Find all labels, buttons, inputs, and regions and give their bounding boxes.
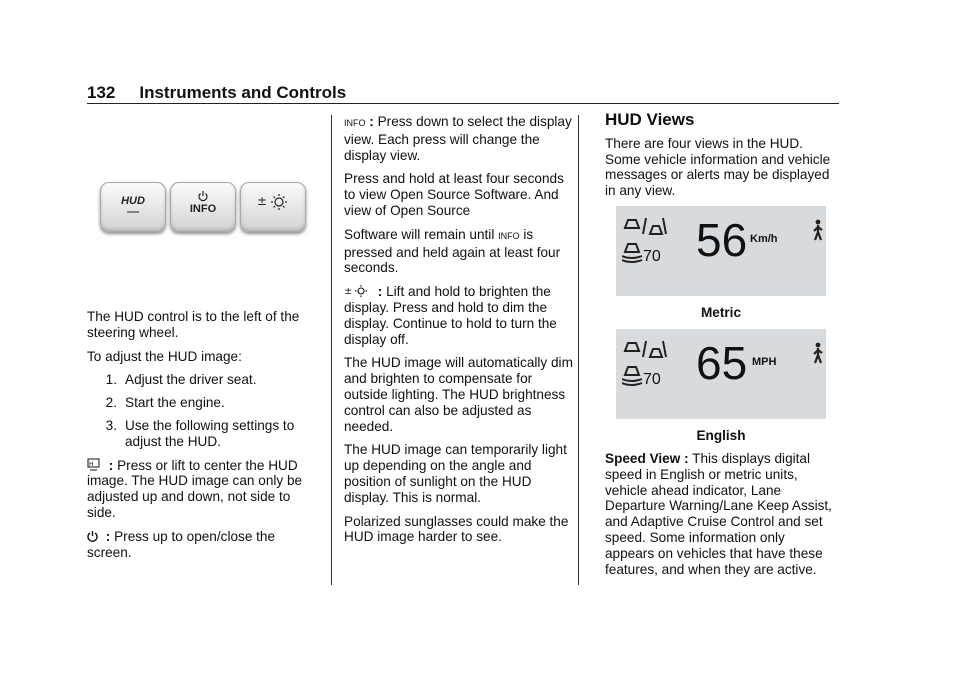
paragraph: The HUD control is to the left of the steering wheel. <box>87 309 300 340</box>
brightness-text: Lift and hold to brighten the display. Press and hold to dim the display. Continue to hold to turn the display off. <box>344 284 557 347</box>
paragraph <box>87 529 319 561</box>
paragraph <box>87 458 319 521</box>
step-text: Use the following settings to adjust the HUD. <box>125 417 295 449</box>
info-text: Press down to select the display view. Each press will change the display view. <box>344 114 572 163</box>
column-divider-2 <box>578 115 579 585</box>
hud-control-panel-image <box>98 180 306 232</box>
term: Speed View : <box>605 451 689 466</box>
separator: : <box>365 114 378 129</box>
info-button <box>170 182 236 232</box>
separator: : <box>102 528 115 544</box>
column-divider-1 <box>331 115 332 585</box>
info-icon: INFO <box>344 118 366 128</box>
paragraph: There are four views in the HUD. Some vehicle information and vehicle messages or alerts may be displayed in any view. <box>605 135 831 199</box>
hud-view-english <box>616 329 826 419</box>
column-3 <box>605 112 837 207</box>
paragraph: To adjust the HUD image: <box>87 348 242 364</box>
separator: : <box>374 284 387 300</box>
paragraph: The HUD image will automatically dim and brighten to compensate for outside lighting. The HUD brightness control can also be adjusted as needed. <box>344 355 573 434</box>
column-2 <box>344 114 576 553</box>
power-text: Press up to open/close the screen. <box>87 528 276 560</box>
page-header <box>87 83 346 103</box>
list-item <box>87 395 319 411</box>
list-item <box>87 418 319 450</box>
svg-text:±: ± <box>257 194 268 208</box>
text-segment: is pressed and held again at least four seconds. <box>344 226 561 276</box>
speed-readout: 56 <box>696 214 748 266</box>
header-rule <box>87 103 839 104</box>
hud-adjust-icon <box>87 458 101 472</box>
pedestrian-icon <box>812 342 824 364</box>
brightness-button <box>240 182 306 232</box>
speed-readout: 65 <box>696 337 748 389</box>
info-icon: INFO <box>498 230 520 241</box>
brightness-icon <box>257 193 291 213</box>
set-speed: 70 <box>643 371 661 388</box>
hud-adjust-icon <box>127 209 139 215</box>
list-item <box>87 372 319 388</box>
definition: This displays digital speed in English or metric units, vehicle ahead indicator, Lane Departure Warning/Lane Keep Assist, and Adaptive Cruise Control and set speed. Some information only appears on vehicles that have these features, and when they are active. <box>605 451 832 577</box>
power-icon <box>197 190 209 202</box>
step-number: 2. <box>105 395 117 411</box>
english-caption: English <box>696 428 746 443</box>
step-number: 1. <box>105 372 117 388</box>
paragraph: Polarized sunglasses could make the HUD image harder to see. <box>344 513 569 545</box>
pedestrian-icon <box>812 219 824 241</box>
section-title: Instruments and Controls <box>139 83 347 102</box>
step-number: 3. <box>105 417 117 433</box>
page-number: 132 <box>87 83 116 102</box>
hud-adjust-text: Press or lift to center the HUD image. The HUD image can only be adjusted up and down, not side to side. <box>87 457 303 520</box>
steps-list <box>87 372 319 449</box>
text-segment: Software will remain until <box>344 226 499 242</box>
speed-unit: MPH <box>752 356 777 368</box>
hud-button <box>100 182 166 232</box>
power-icon <box>87 530 98 543</box>
info-button-label: INFO <box>189 203 217 215</box>
speed-unit: Km/h <box>750 233 778 245</box>
step-text: Start the engine. <box>125 395 225 411</box>
speed-view-description <box>605 451 837 585</box>
column-1 <box>87 309 319 568</box>
separator: : <box>105 457 118 473</box>
paragraph: Press and hold at least four seconds to view Open Source Software. And view of Open Source <box>344 171 564 218</box>
set-speed: 70 <box>643 248 661 265</box>
paragraph <box>344 114 576 163</box>
brightness-icon <box>344 284 370 298</box>
paragraph: The HUD image can temporarily light up depending on the angle and position of sunlight on the HUD display. This is normal. <box>344 442 567 505</box>
metric-caption: Metric <box>700 305 742 320</box>
hud-button-label: HUD <box>121 195 145 207</box>
section-heading: HUD Views <box>605 110 695 129</box>
step-text: Adjust the driver seat. <box>125 372 257 388</box>
paragraph <box>344 284 576 347</box>
paragraph <box>605 451 837 577</box>
svg-text:H: H <box>89 460 94 468</box>
svg-text:±: ± <box>344 286 353 298</box>
hud-view-metric <box>616 206 826 296</box>
paragraph <box>344 227 576 276</box>
